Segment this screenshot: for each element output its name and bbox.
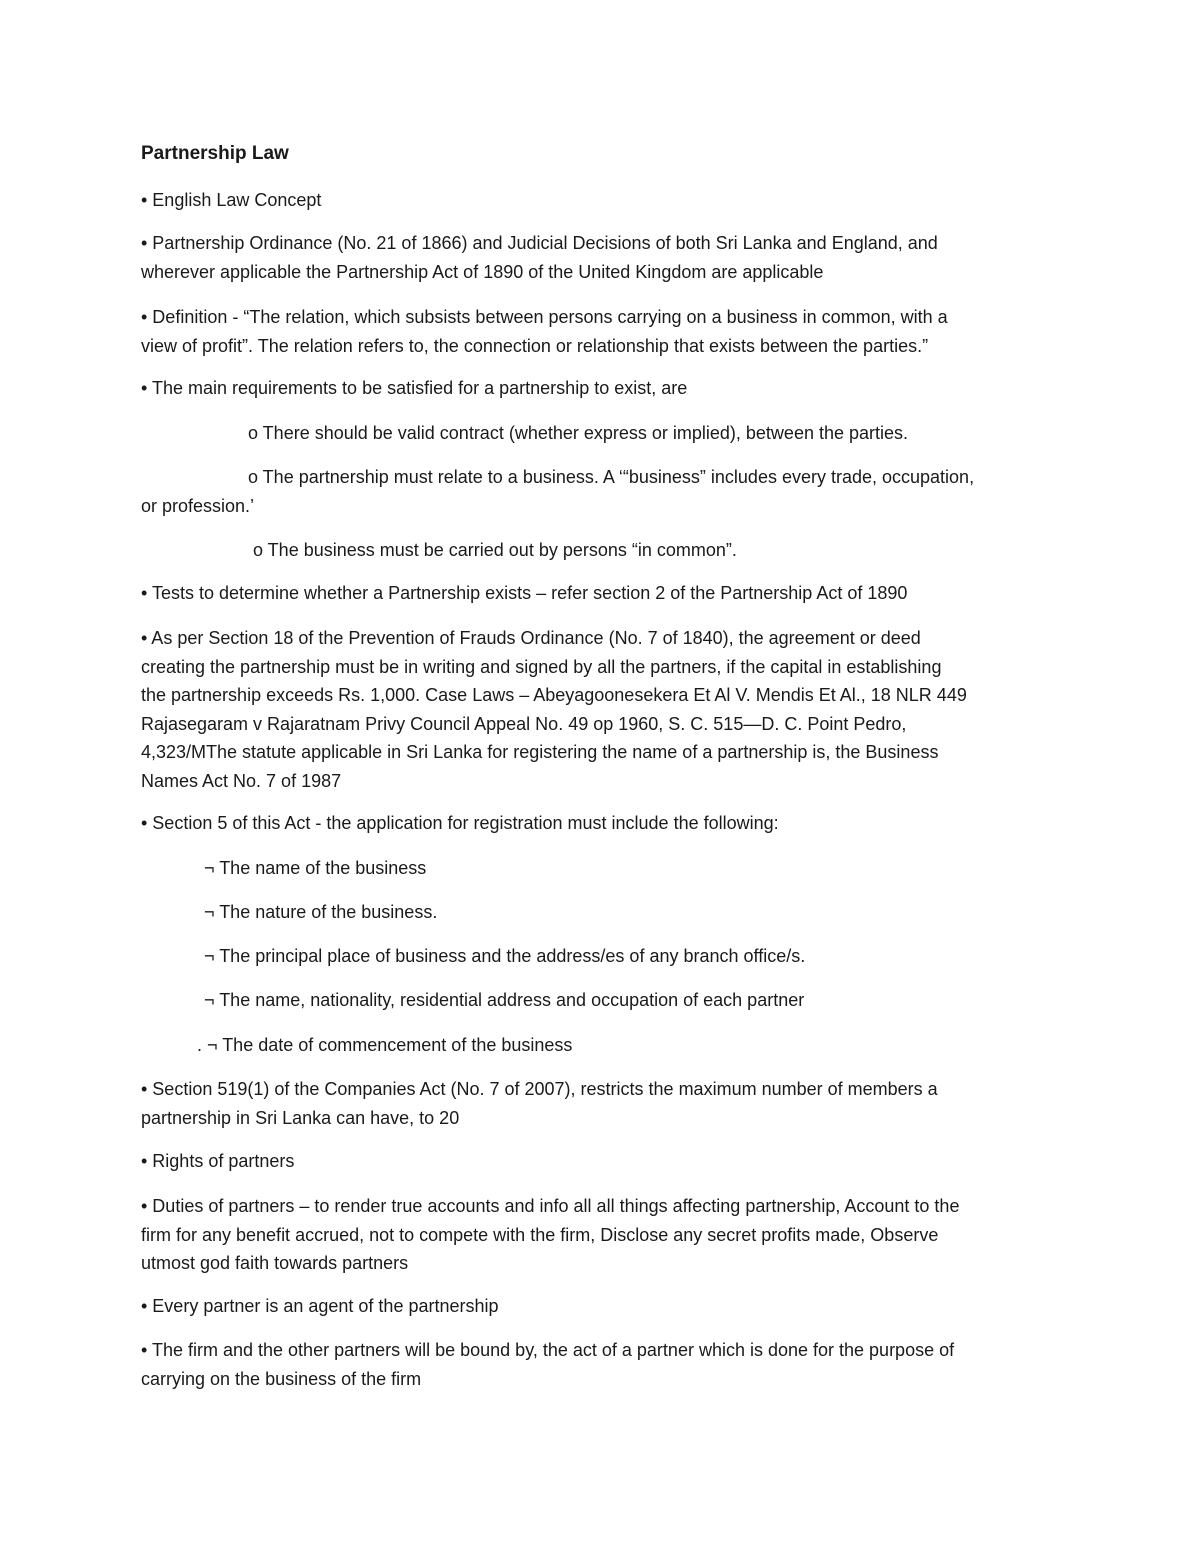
paragraph-section-5 bbox=[141, 809, 1071, 838]
paragraph-line: • As per Section 18 of the Prevention of Frauds Ordinance (No. 7 of 1840), the agreement or deed bbox=[141, 628, 921, 648]
paragraph-line: • Duties of partners – to render true accounts and info all all things affecting partnership, Account to the bbox=[141, 1196, 960, 1216]
paragraph-section-519 bbox=[141, 1075, 1071, 1132]
paragraph-duties bbox=[141, 1192, 1071, 1278]
paragraph-partnership-ordinance bbox=[141, 229, 1071, 286]
paragraph-line: • Tests to determine whether a Partnership exists – refer section 2 of the Partnership Act of 1890 bbox=[141, 583, 908, 603]
registration-list-item: . ¬ The date of commencement of the business bbox=[197, 1035, 573, 1055]
registration-list-item: ¬ The principal place of business and the address/es of any branch office/s. bbox=[204, 946, 806, 966]
paragraph-line: • Section 5 of this Act - the application for registration must include the following: bbox=[141, 813, 779, 833]
paragraph-line: carrying on the business of the firm bbox=[141, 1368, 422, 1389]
paragraph-line: wherever applicable the Partnership Act of 1890 of the United Kingdom are applicable bbox=[141, 261, 824, 282]
paragraph-line: • The firm and the other partners will be bound by, the act of a partner which is done for the purpose of bbox=[141, 1340, 955, 1360]
paragraph-line: the partnership exceeds Rs. 1,000. Case Laws – Abeyagoonesekera Et Al V. Mendis Et Al., 18 NLR 449 bbox=[141, 685, 967, 705]
paragraph-tests bbox=[141, 579, 1071, 608]
registration-list-item: ¬ The nature of the business. bbox=[204, 902, 438, 922]
requirement-item: o The business must be carried out by persons “in common”. bbox=[253, 540, 737, 560]
registration-list-item: ¬ The name of the business bbox=[204, 858, 427, 878]
paragraph-main-requirements bbox=[141, 374, 1071, 403]
paragraph-line: • Section 519(1) of the Companies Act (No. 7 of 2007), restricts the maximum number of members a bbox=[141, 1079, 938, 1099]
requirement-item: o The partnership must relate to a business. A ‘“business” includes every trade, occupation, bbox=[248, 467, 975, 487]
paragraph-line: Names Act No. 7 of 1987 bbox=[141, 770, 342, 791]
requirement-item-continuation: or profession.’ bbox=[141, 496, 255, 516]
paragraph-definition bbox=[141, 303, 1071, 360]
paragraph-line: • The main requirements to be satisfied for a partnership to exist, are bbox=[141, 378, 688, 398]
paragraph-line: • Partnership Ordinance (No. 21 of 1866) and Judicial Decisions of both Sri Lanka and England, and bbox=[141, 233, 938, 253]
paragraph-line: partnership in Sri Lanka can have, to 20 bbox=[141, 1107, 460, 1128]
paragraph-line: 4,323/MThe statute applicable in Sri Lanka for registering the name of a partnership is, the Business bbox=[141, 742, 939, 762]
paragraph-line: • Definition - “The relation, which subsists between persons carrying on a business in common, with a bbox=[141, 307, 948, 327]
paragraph-line: • Rights of partners bbox=[141, 1151, 295, 1171]
requirement-item: o There should be valid contract (whether express or implied), between the parties. bbox=[248, 423, 909, 443]
paragraph-line: creating the partnership must be in writing and signed by all the partners, if the capital in establishing bbox=[141, 656, 942, 677]
paragraph-line: firm for any benefit accrued, not to compete with the firm, Disclose any secret profits made, Observe bbox=[141, 1224, 939, 1245]
paragraph-english-law bbox=[141, 186, 1071, 215]
registration-list-item: ¬ The name, nationality, residential address and occupation of each partner bbox=[204, 990, 805, 1010]
paragraph-line: • Every partner is an agent of the partnership bbox=[141, 1296, 499, 1316]
page-title: Partnership Law bbox=[141, 143, 289, 164]
paragraph-rights bbox=[141, 1147, 1071, 1176]
paragraph-line: • English Law Concept bbox=[141, 190, 322, 210]
paragraph-agent bbox=[141, 1292, 1071, 1321]
paragraph-firm-bound bbox=[141, 1336, 1071, 1393]
paragraph-section-18 bbox=[141, 624, 1071, 795]
paragraph-line: Rajasegaram v Rajaratnam Privy Council Appeal No. 49 op 1960, S. C. 515—D. C. Point Pedro, bbox=[141, 713, 907, 734]
paragraph-line: view of profit”. The relation refers to, the connection or relationship that exists between the parties.” bbox=[141, 335, 929, 356]
paragraph-line: utmost god faith towards partners bbox=[141, 1253, 409, 1273]
